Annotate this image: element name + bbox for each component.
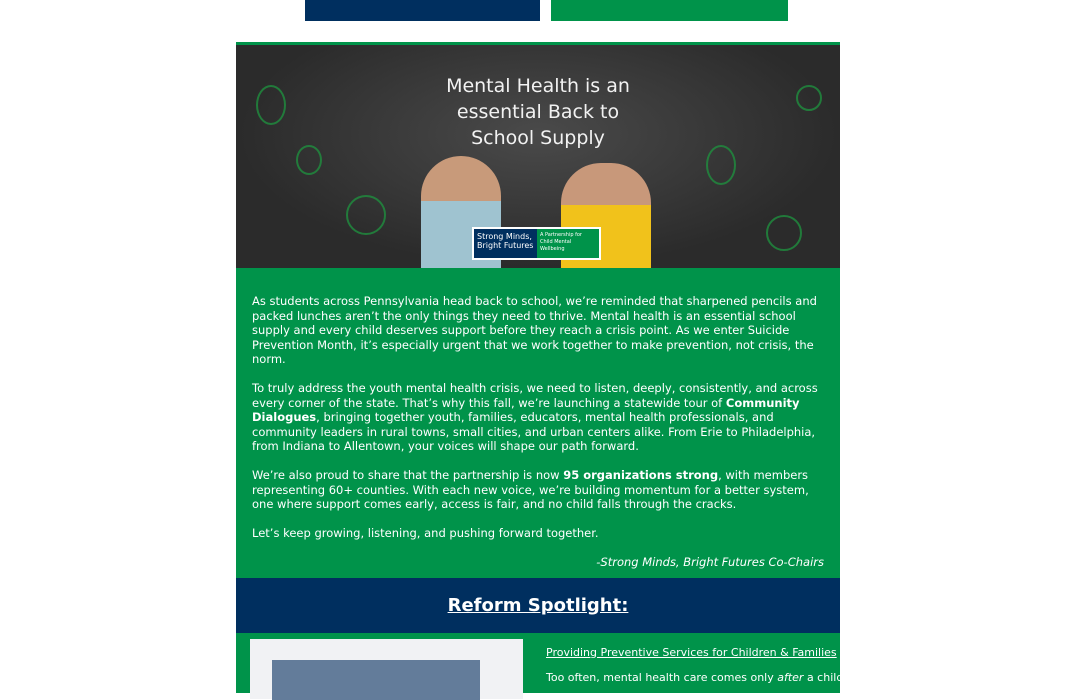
text: To truly address the youth mental health crisis, we need to listen, deeply, consistently, and across every corner of the state. That’s why this fall, we’re launching a statewide tour of: [252, 381, 818, 410]
paragraph: [252, 381, 824, 454]
nav-button-blue[interactable]: [305, 0, 540, 21]
newsletter: [236, 42, 844, 693]
logo-name: Strong Minds, Bright Futures: [474, 229, 537, 258]
doodle-icon: [706, 145, 736, 185]
partnership-logo: [472, 227, 601, 260]
doodle-icon: [766, 215, 802, 251]
hero-title-line: essential Back to: [456, 101, 620, 123]
text: Too often, mental health care comes only: [546, 670, 778, 684]
bold-text: Community Dialogues: [252, 395, 800, 424]
text: , bringing together youth, families, educators, mental health professionals, and community leaders in rural towns, small cities, and urban centers alike. From Erie to Philadelphia, from Indiana to Allentown, your voices will shape our path forward.: [252, 410, 816, 453]
text: a child: [803, 670, 844, 684]
paragraph: As students across Pennsylvania head back to school, we’re reminded that sharpened pencils and packed lunches aren’t the only things they need to thrive. Mental health is an essential school supply and every child deserves support before they reach a crisis point. As we enter Suicide Prevention Month, it’s especially urgent that we work together to make prevention, not crisis, the norm.: [252, 294, 817, 366]
article-text: [546, 671, 843, 684]
nav-button-green[interactable]: [551, 0, 788, 21]
hero-title: [236, 73, 840, 151]
spotlight-article: [236, 633, 844, 693]
doodle-icon: [346, 195, 386, 235]
spotlight-title-link[interactable]: Reform Spotlight:: [447, 594, 629, 616]
text: , with members representing 60+ counties. With each new voice, we’re building momentum for a better system, one where support comes early, access is fair, and no child falls through the cracks.: [252, 468, 809, 511]
paragraph: Let’s keep growing, listening, and pushing forward together.: [252, 526, 599, 540]
bold-text: 95 organizations strong: [563, 468, 719, 482]
logo-tagline: A Partnership for Child Mental Wellbeing: [537, 229, 599, 258]
article-link[interactable]: Providing Preventive Services for Children & Families: [546, 645, 837, 659]
hero-title-line: School Supply: [471, 127, 605, 149]
photo-content: [272, 660, 480, 700]
signature: -Strong Minds, Bright Futures Co-Chairs: [596, 555, 824, 569]
spotlight-header: [236, 578, 840, 633]
hero-banner: [236, 42, 840, 268]
article-photo: [250, 639, 523, 699]
italic-text: after: [777, 670, 804, 684]
paragraph: [252, 468, 824, 512]
text: We’re also proud to share that the partnership is now: [252, 468, 564, 482]
letter-body: [236, 268, 840, 578]
hero-title-line: Mental Health is an: [446, 75, 630, 97]
